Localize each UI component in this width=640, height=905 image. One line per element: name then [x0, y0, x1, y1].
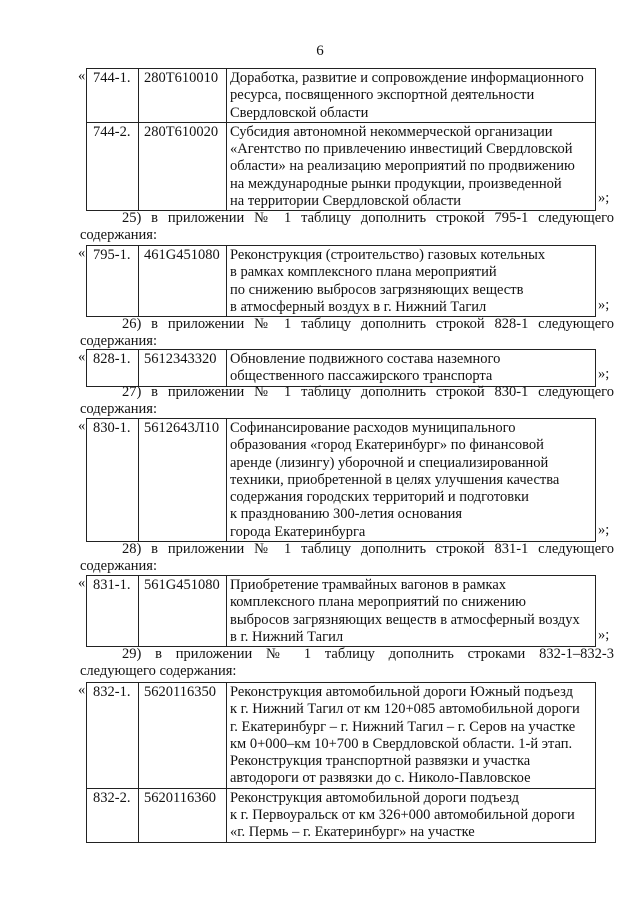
table-block [86, 418, 596, 542]
description-line: ресурса, посвященного экспортной деятельности [230, 87, 535, 104]
row-number: 744-2. [87, 123, 139, 210]
closing-quote: »; [598, 366, 610, 382]
budget-code: 5612343320 [139, 350, 227, 386]
paragraph-line: следующего содержания: [80, 662, 237, 679]
paragraph-line: содержания: [80, 400, 158, 417]
description-line: комплексного плана мероприятий по снижению [230, 594, 526, 611]
description-line: к г. Нижний Тагил от км 120+085 автомобильной дороги [230, 701, 580, 718]
paragraph-line: содержания: [80, 332, 158, 349]
budget-code: 280Т610010 [139, 69, 227, 122]
paragraph-line: 25) в приложении № 1 таблицу дополнить строкой 795-1 следующего [122, 210, 614, 226]
table-block [86, 349, 596, 387]
budget-code: 461G451080 [139, 246, 227, 316]
closing-quote: »; [598, 522, 610, 538]
table-row [87, 576, 595, 646]
description-line: техники, приобретенной в целях улучшения качества [230, 471, 560, 488]
paragraph-line: 27) в приложении № 1 таблицу дополнить строкой 830-1 следующего [122, 384, 614, 400]
amendment-paragraph [80, 541, 614, 574]
table-row [87, 69, 595, 122]
table-block [86, 682, 596, 843]
description-line: по снижению выбросов загрязняющих веществ [230, 281, 524, 298]
table-block [86, 575, 596, 647]
paragraph-line: 26) в приложении № 1 таблицу дополнить строкой 828-1 следующего [122, 316, 614, 332]
description-line: к празднованию 300-летия основания [230, 506, 463, 523]
description-line: содержания городских территорий и подготовки [230, 489, 529, 506]
row-description [227, 789, 595, 842]
row-description [227, 69, 595, 122]
opening-quote: « [78, 418, 86, 434]
description-line: аренде (лизингу) уборочной и специализированной [230, 454, 549, 471]
description-line: г. Екатеринбург – г. Нижний Тагил – г. Серов на участке [230, 718, 576, 735]
description-line: Реконструкция (строительство) газовых котельных [230, 247, 546, 263]
amendment-paragraph [80, 210, 614, 243]
closing-quote: »; [598, 627, 610, 643]
description-line: в г. Нижний Тагил [230, 628, 344, 645]
table-row [87, 419, 595, 541]
description-line: Свердловской области [230, 104, 369, 121]
table-row [87, 246, 595, 316]
paragraph-line: 28) в приложении № 1 таблицу дополнить строкой 831-1 следующего [122, 541, 614, 557]
description-line: Софинансирование расходов муниципального [230, 420, 516, 436]
budget-code: 5620116350 [139, 683, 227, 788]
row-number: 832-1. [87, 683, 139, 788]
description-line: Субсидия автономной некоммерческой организации [230, 123, 553, 140]
description-line: области» на реализацию мероприятий по продвижению [230, 158, 575, 175]
paragraph-line: 29) в приложении № 1 таблицу дополнить строками 832-1–832-3 [122, 646, 614, 662]
description-line: Обновление подвижного состава наземного [230, 351, 501, 367]
description-line: «г. Пермь – г. Екатеринбург» на участке [230, 824, 475, 841]
row-number: 795-1. [87, 246, 139, 316]
table-block [86, 245, 596, 317]
description-line: Приобретение трамвайных вагонов в рамках [230, 577, 507, 593]
opening-quote: « [78, 682, 86, 698]
description-line: «Агентство по привлечению инвестиций Свердловской [230, 141, 573, 158]
amendment-paragraph [80, 646, 614, 679]
description-line: образования «город Екатеринбург» по финансовой [230, 437, 544, 454]
opening-quote: « [78, 575, 86, 591]
closing-quote: »; [598, 190, 610, 206]
description-line: в атмосферный воздух в г. Нижний Тагил [230, 298, 487, 315]
description-line: города Екатеринбурга [230, 523, 366, 540]
opening-quote: « [78, 349, 86, 365]
row-number: 828-1. [87, 350, 139, 386]
row-number: 831-1. [87, 576, 139, 646]
budget-code: 5620116360 [139, 789, 227, 842]
amendment-paragraph [80, 316, 614, 349]
page-number: 6 [316, 43, 324, 59]
opening-quote: « [78, 245, 86, 261]
table-row [87, 788, 595, 842]
row-description [227, 246, 595, 316]
row-description [227, 419, 595, 541]
table-row [87, 122, 595, 210]
description-line: на территории Свердловской области [230, 193, 462, 210]
description-line: Доработка, развитие и сопровождение информационного [230, 70, 584, 86]
description-line: Реконструкция автомобильной дороги подъезд [230, 789, 519, 806]
paragraph-line: содержания: [80, 226, 158, 243]
description-line: км 0+000–км 10+700 в Свердловской области. 1-й этап. [230, 735, 573, 752]
closing-quote: »; [598, 297, 610, 313]
description-line: в рамках комплексного плана мероприятий [230, 264, 497, 281]
budget-code: 280Т610020 [139, 123, 227, 210]
row-description [227, 350, 595, 386]
budget-code: 561G451080 [139, 576, 227, 646]
table-row [87, 350, 595, 386]
row-description [227, 683, 595, 788]
budget-code: 5612643Л10 [139, 419, 227, 541]
table-row [87, 683, 595, 788]
description-line: Реконструкция автомобильной дороги Южный подъезд [230, 684, 573, 700]
description-line: общественного пассажирского транспорта [230, 368, 493, 385]
description-line: к г. Первоуральск от км 326+000 автомобильной дороги [230, 807, 575, 824]
row-number: 830-1. [87, 419, 139, 541]
row-number: 832-2. [87, 789, 139, 842]
opening-quote: « [78, 68, 86, 84]
row-number: 744-1. [87, 69, 139, 122]
description-line: Реконструкция транспортной развязки и участка [230, 753, 531, 770]
paragraph-line: содержания: [80, 557, 158, 574]
description-line: на международные рынки продукции, произведенной [230, 175, 562, 192]
description-line: автодороги от развязки до с. Николо-Павловское [230, 770, 531, 787]
row-description [227, 123, 595, 210]
row-description [227, 576, 595, 646]
description-line: выбросов загрязняющих веществ в атмосферный воздух [230, 611, 580, 628]
table-block [86, 68, 596, 211]
amendment-paragraph [80, 384, 614, 417]
